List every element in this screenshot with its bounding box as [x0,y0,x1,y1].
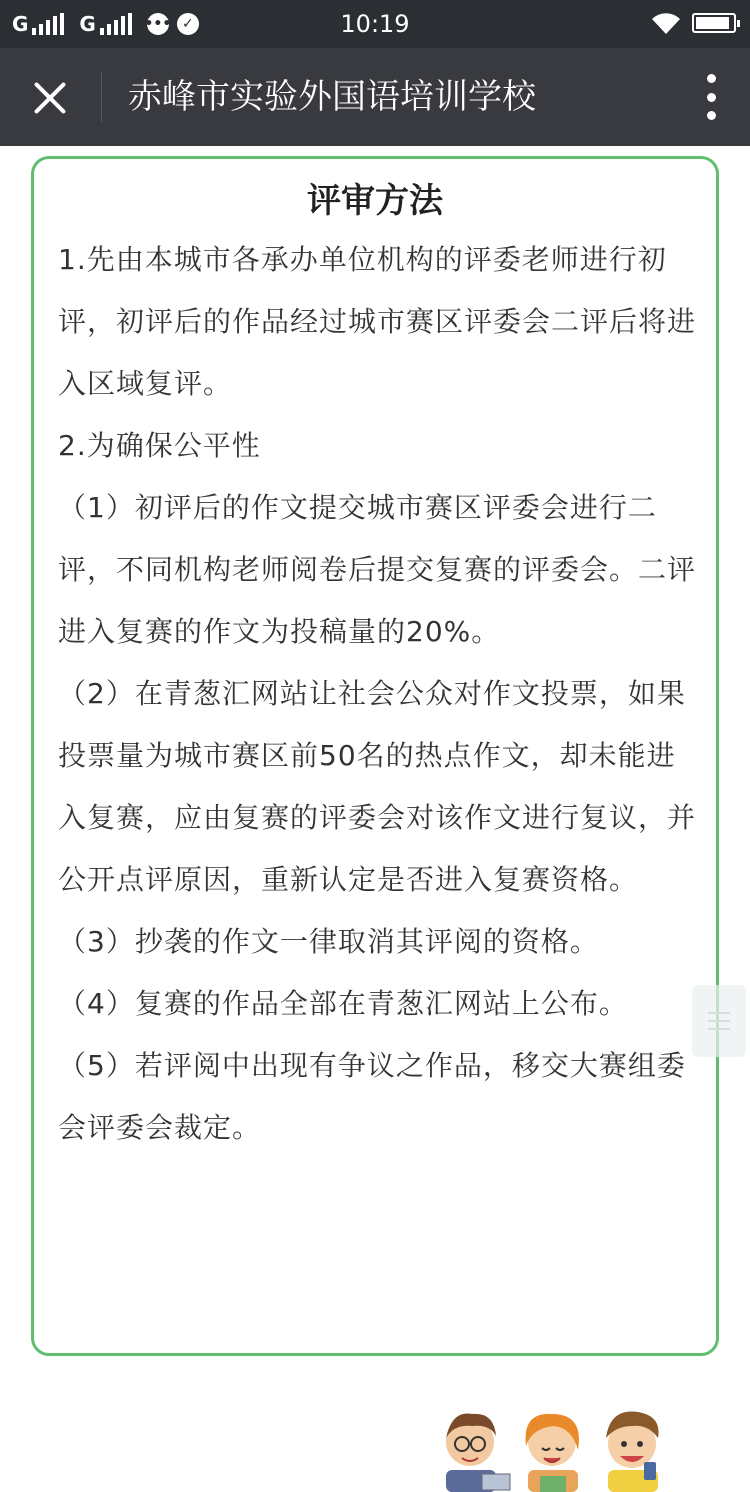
carrier-label-2: G [79,12,95,36]
nav-divider [101,72,102,122]
nav-bar [0,48,750,146]
check-circle-icon: ✓ [177,13,199,35]
paragraph: （1）初评后的作文提交城市赛区评委会进行二评，不同机构老师阅卷后提交复赛的评委会。二评进入复赛的作文为投稿量的20%。 [58,477,702,663]
student-boy-yellow [606,1412,659,1492]
chat-bubble-icon: ••• [147,13,169,35]
student-boy-glasses [446,1414,510,1492]
paragraph: 2.为确保公平性 [58,415,702,477]
status-bar [0,0,750,48]
paragraph: 1.先由本城市各承办单位机构的评委老师进行初评，初评后的作品经过城市赛区评委会二评后将进入区域复评。 [58,229,702,415]
page-title: 赤峰市实验外国语培训学校 [128,72,536,122]
article-content [58,229,702,1159]
status-time: 10:19 [0,8,750,40]
close-icon[interactable] [20,68,80,128]
battery-icon [692,13,736,33]
article-title: 评审方法 [34,177,716,225]
student-girl [526,1414,579,1492]
paragraph: （4）复赛的作品全部在青葱汇网站上公布。 [58,973,702,1035]
wifi-icon [650,10,682,36]
paragraph: （2）在青葱汇网站让社会公众对作文投票，如果投票量为城市赛区前50名的热点作文，却未能进入复赛，应由复赛的评委会对该作文进行复议，并公开点评原因，重新认定是否进入复赛资格。 [58,663,702,911]
cartoon-students-illustration [432,1402,702,1492]
paragraph: （5）若评阅中出现有争议之作品，移交大赛组委会评委会裁定。 [58,1035,702,1159]
carrier-label-1: G [12,12,28,36]
more-vertical-icon[interactable] [704,74,718,120]
article-card [31,156,719,1356]
paragraph: （3）抄袭的作文一律取消其评阅的资格。 [58,911,702,973]
battery-level-fill [696,17,729,29]
floating-side-handle[interactable] [692,985,746,1057]
